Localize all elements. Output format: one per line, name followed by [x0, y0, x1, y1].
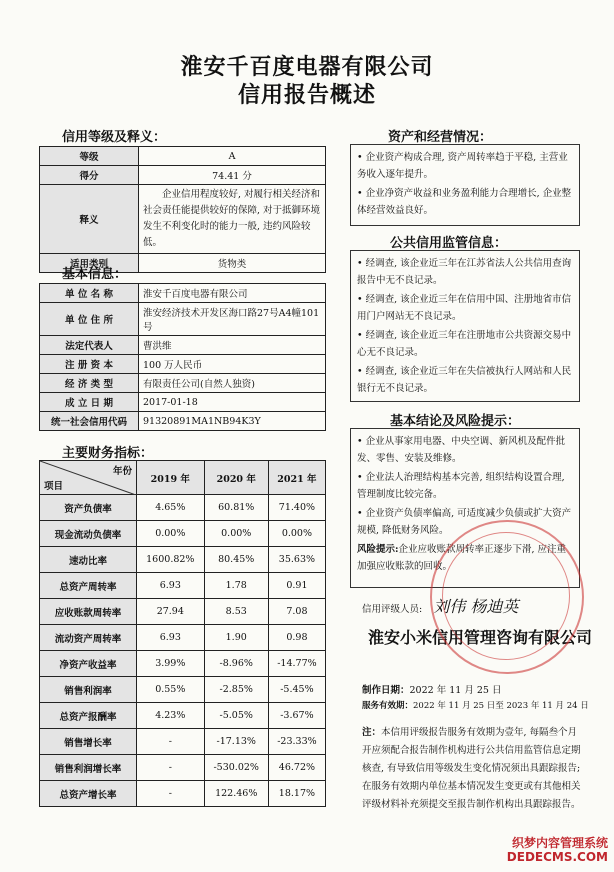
finance-value: 7.08 [268, 599, 325, 625]
finance-value: 46.72% [268, 755, 325, 781]
basic-row [40, 374, 326, 393]
finance-value: 0.55% [137, 677, 205, 703]
finance-row [40, 495, 326, 521]
basic-row [40, 284, 326, 303]
finance-item-name: 资产负债率 [40, 495, 137, 521]
basic-value: 100 万人民币 [139, 355, 326, 374]
conclusion-item: • 企业资产负债率偏高, 可适度减少负债或扩大资产规模, 降低财务风险。 [357, 508, 572, 536]
basic-row [40, 355, 326, 374]
finance-value: 71.40% [268, 495, 325, 521]
corner-item: 项目 [44, 481, 64, 492]
meaning-label: 释义 [40, 185, 139, 254]
finance-value: - [137, 755, 205, 781]
category-label: 适用类别 [40, 254, 139, 273]
conclusion-item: • 企业从事家用电器、中央空调、新风机及配件批发、零售、安装及维修。 [357, 436, 566, 464]
footnote: 注：本信用评级报告服务有效期为壹年, 每隔叁个月开应须配合报告制作机构进行公共信用监管信息定期核查, 有导致信用等级发生变化情况须出具跟踪报告; 在服务有效期内单位基本情况发生变更或有其他相关评级材料补充须提交至报告制作机构出具跟踪报告。 [362, 727, 581, 810]
basic-row [40, 303, 326, 336]
finance-item-name: 总资产周转率 [40, 573, 137, 599]
year-2020: 2020 年 [204, 461, 268, 495]
assets-item: • 企业净资产收益和业务盈利能力合理增长, 企业整体经营效益良好。 [357, 188, 572, 216]
finance-row [40, 625, 326, 651]
finance-value: 6.93 [137, 625, 205, 651]
supervision-box [350, 250, 580, 402]
agency-name: 淮安小米信用管理咨询有限公司 [367, 628, 592, 647]
grade-value: A [139, 147, 326, 166]
basic-row [40, 393, 326, 412]
finance-value: - [137, 781, 205, 807]
assets-item: • 企业资产构成合理, 资产周转率趋于平稳, 主营业务收入逐年提升。 [357, 152, 568, 180]
finance-item-name: 净资产收益率 [40, 651, 137, 677]
supervision-item: • 经调查, 该企业近三年在信用中国、注册地省市信用门户网站无不良记录。 [357, 294, 572, 322]
finance-row [40, 703, 326, 729]
finance-item-name: 流动资产周转率 [40, 625, 137, 651]
finance-value: - [137, 729, 205, 755]
finance-row [40, 781, 326, 807]
finance-value: 0.00% [204, 521, 268, 547]
finance-row [40, 755, 326, 781]
supervision-item: • 经调查, 该企业近三年在江苏省法人公共信用查询报告中无不良记录。 [357, 258, 572, 286]
site-watermark: 织梦内容管理系统 DEDECMS.COM [506, 836, 608, 864]
finance-heading: 主要财务指标： [62, 446, 154, 461]
official-seal-inner [442, 532, 570, 660]
rating-heading: 信用等级及释义： [62, 130, 167, 145]
meaning-text: 企业信用程度较好, 对履行相关经济和社会责任能提供较好的保障, 对于抵御环境发生不利变化时的能力一般, 违约风险较低。 [139, 185, 326, 254]
basic-label: 经 济 类 型 [40, 374, 139, 393]
corner-year: 年份 [112, 466, 132, 477]
finance-value: -8.96% [204, 651, 268, 677]
finance-value: -5.05% [204, 703, 268, 729]
finance-value: 4.65% [137, 495, 205, 521]
assets-box [350, 144, 580, 226]
finance-value: -5.45% [268, 677, 325, 703]
finance-row [40, 573, 326, 599]
signature: 刘伟 杨迪英 [433, 597, 519, 616]
basic-value: 有限责任公司(自然人独资) [139, 374, 326, 393]
basic-value: 曹洪维 [139, 336, 326, 355]
report-title-line1: 淮安千百度电器有限公司 [180, 54, 434, 80]
finance-value: 3.99% [137, 651, 205, 677]
basic-table [39, 283, 326, 431]
finance-value: -14.77% [268, 651, 325, 677]
finance-value: -23.33% [268, 729, 325, 755]
year-2019: 2019 年 [137, 461, 205, 495]
finance-value: 0.98 [268, 625, 325, 651]
basic-value: 淮安千百度电器有限公司 [139, 284, 326, 303]
basic-value: 淮安经济技术开发区海口路27号A4幢101号 [139, 303, 326, 336]
finance-value: 4.23% [137, 703, 205, 729]
finance-value: 1.90 [204, 625, 268, 651]
score-label: 得分 [40, 166, 139, 185]
basic-heading: 基本信息： [62, 267, 128, 282]
conclusion-item: • 企业法人治理结构基本完善, 组织结构设置合理, 管理制度比较完备。 [357, 472, 565, 500]
rater-line: 信用评级人员: 刘伟 杨迪英 [362, 597, 519, 616]
finance-value: 0.00% [268, 521, 325, 547]
report-title-line2: 信用报告概述 [237, 82, 376, 108]
basic-label: 单 位 住 所 [40, 303, 139, 336]
finance-item-name: 总资产报酬率 [40, 703, 137, 729]
finance-value: 27.94 [137, 599, 205, 625]
corner-cell [40, 461, 137, 495]
supervision-item: • 经调查, 该企业近三年在注册地市公共资源交易中心无不良记录。 [357, 330, 572, 358]
basic-row [40, 412, 326, 431]
grade-label: 等级 [40, 147, 139, 166]
finance-item-name: 现金流动负债率 [40, 521, 137, 547]
finance-table [39, 460, 326, 807]
finance-value: -530.02% [204, 755, 268, 781]
finance-value: 35.63% [268, 547, 325, 573]
assets-heading: 资产和经营情况： [388, 130, 493, 145]
finance-value: 60.81% [204, 495, 268, 521]
finance-row [40, 729, 326, 755]
made-date: 制作日期：2022 年 11 月 25 日 [362, 685, 502, 696]
finance-value: -2.85% [204, 677, 268, 703]
finance-row [40, 547, 326, 573]
score-value: 74.41 分 [139, 166, 326, 185]
finance-item-name: 应收账款周转率 [40, 599, 137, 625]
finance-row [40, 521, 326, 547]
finance-row [40, 599, 326, 625]
basic-label: 统一社会信用代码 [40, 412, 139, 431]
risk-note: 风险提示:企业应收账款周转率正逐步下滑, 应注重加强应收账款的回收。 [357, 544, 567, 572]
finance-value: 0.91 [268, 573, 325, 599]
conclusion-heading: 基本结论及风险提示： [390, 414, 521, 429]
basic-value: 2017-01-18 [139, 393, 326, 412]
finance-value: 0.00% [137, 521, 205, 547]
finance-value: -3.67% [268, 703, 325, 729]
finance-item-name: 总资产增长率 [40, 781, 137, 807]
finance-value: 6.93 [137, 573, 205, 599]
finance-row [40, 677, 326, 703]
supervision-item: • 经调查, 该企业近三年在失信被执行人网站和人民银行无不良记录。 [357, 366, 572, 394]
finance-value: 18.17% [268, 781, 325, 807]
basic-row [40, 336, 326, 355]
valid-period: 服务有效期：2022 年 11 月 25 日至 2023 年 11 月 24 日 [362, 701, 589, 711]
finance-value: 8.53 [204, 599, 268, 625]
basic-value: 91320891MA1NB94K3Y [139, 412, 326, 431]
year-2021: 2021 年 [268, 461, 325, 495]
finance-item-name: 速动比率 [40, 547, 137, 573]
finance-item-name: 销售利润率 [40, 677, 137, 703]
finance-value: -17.13% [204, 729, 268, 755]
finance-value: 1.78 [204, 573, 268, 599]
basic-label: 单 位 名 称 [40, 284, 139, 303]
finance-item-name: 销售利润增长率 [40, 755, 137, 781]
finance-value: 1600.82% [137, 547, 205, 573]
category-value: 货物类 [139, 254, 326, 273]
basic-label: 注 册 资 本 [40, 355, 139, 374]
rating-table [39, 146, 326, 273]
basic-label: 成 立 日 期 [40, 393, 139, 412]
supervision-heading: 公共信用监管信息： [390, 236, 508, 251]
finance-row [40, 651, 326, 677]
finance-value: 80.45% [204, 547, 268, 573]
basic-label: 法定代表人 [40, 336, 139, 355]
finance-value: 122.46% [204, 781, 268, 807]
finance-item-name: 销售增长率 [40, 729, 137, 755]
